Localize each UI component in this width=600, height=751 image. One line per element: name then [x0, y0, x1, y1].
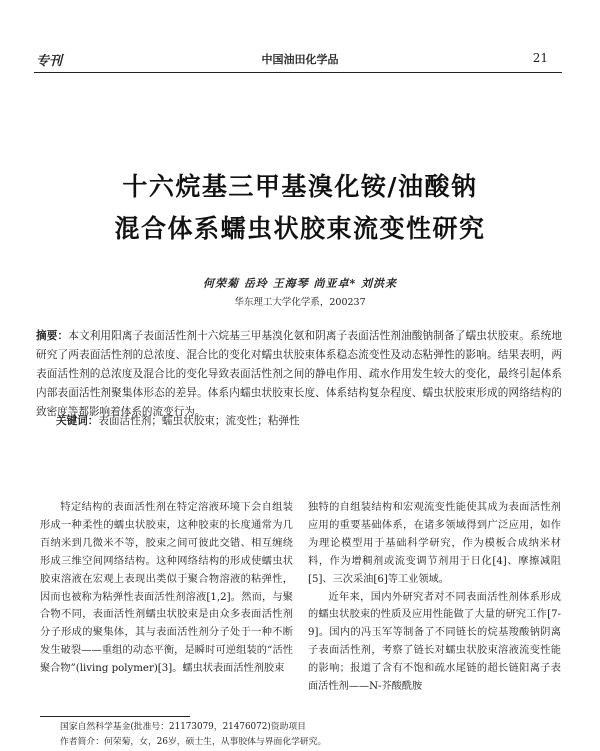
header-divider	[34, 72, 562, 73]
abstract-label: 摘要：	[36, 330, 69, 342]
keywords-label: 关键词：	[56, 415, 99, 427]
keywords	[56, 413, 556, 428]
body-right-paragraph-2: 近年来，国内外研究者对不同表面活性剂体系形成的蠕虫状胶束的性质及应用性能做了大量的研究工作[7-9]。国内的冯玉军等制备了不同链长的烷基羧酸钠阴离子表面活性剂，考察了链长对蠕虫状胶束溶液流变性能的影响；报道了含有不饱和疏水尾链的超长链阳离子表面活性剂——N-芥酸酰胺	[308, 591, 561, 693]
abstract	[36, 327, 562, 422]
author-list: 何荣菊 岳玲 王海琴 尚亚卓* 刘洪来	[202, 277, 398, 290]
footnote-divider	[40, 716, 190, 717]
footnote-author-intro: 作者简介：何荣菊，女，26岁，硕士生，从事胶体与界面化学研究。	[60, 737, 327, 747]
section-label: 专刊	[36, 54, 63, 69]
abstract-text: 本文利用阳离子表面活性剂十六烷基三甲基溴化氨和阴离子表面活性剂油酸钠制备了蠕虫状胶束。系统地研究了两表面活性剂的总浓度、混合比的变化对蠕虫状胶束体系稳态流变性及动态粘弹性的影响。结果表明，两表面活性剂的总浓度及混合比的变化导致表面活性剂之间的静电作用、疏水作用发生较大的变化，最终引起体系内部表面活性剂聚集体形态的差异。体系内蠕虫状胶束长度、体系结构复杂程度、蠕虫状胶束形成的网络结构的致密度等都影响着体系的流变行为。	[36, 330, 563, 418]
journal-name: 中国油田化学品	[261, 53, 339, 66]
body-right-column	[308, 499, 561, 696]
page-number: 21	[532, 51, 548, 65]
affiliation: 华东理工大学化学系，200237	[234, 297, 366, 308]
paper-title-line-1: 十六烷基三甲基溴化铵/油酸钠	[122, 172, 478, 201]
footnote-funding: 国家自然科学基金(批准号：21173079，21476072)资助项目	[60, 722, 306, 732]
paper-title-line-2: 混合体系蠕虫状胶束流变性研究	[114, 214, 486, 243]
keywords-text: 表面活性剂；蠕虫状胶束；流变性；粘弹性	[98, 415, 300, 427]
body-left-column: 特定结构的表面活性剂在特定溶液环境下会自组装形成一种柔性的蠕虫状胶束，这种胶束的长度通常为几百纳米到几微米不等，胶束之间可彼此交错、相互缠绕形成三维空间网络结构。这种网络结构的形成使蠕虫状胶束溶液在宏观上表现出类似于聚合物溶液的粘弹性，因而也被称为粘弹性表面活性剂溶液[1,2]。然而，与聚合物不同，表面活性剂蠕虫状胶束是由众多表面活性剂分子形成的聚集体，其与表面活性剂分子处于一种不断发生破裂——重组的动态平衡，是瞬时可逆组装的“活性聚合物”(living polymer)[3]。蠕虫状表面活性剂胶束	[40, 502, 293, 675]
body-right-paragraph-1: 独特的自组装结构和宏观流变性能使其成为表面活性剂应用的重要基础体系，在诸多领域得到广泛应用，如作为理论模型用于基础科学研究，作为模板合成纳米材料，作为增稠剂或流变调节剂用于日化[4]、摩擦减阻[5]、三次采油[6]等工业领域。	[308, 502, 561, 585]
